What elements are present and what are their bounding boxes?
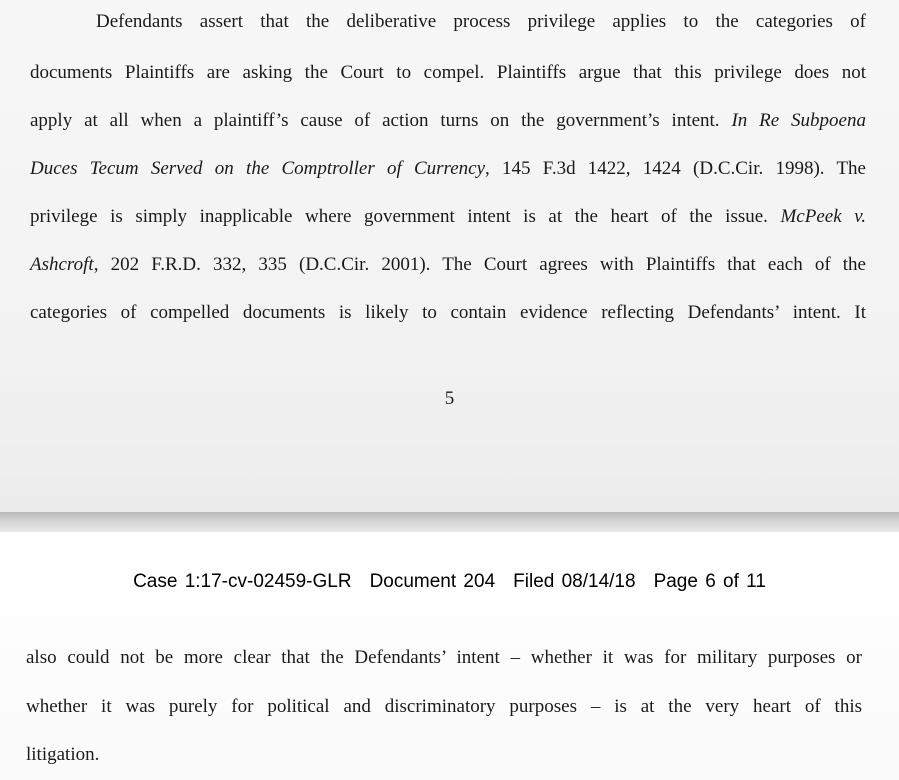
paragraph-line-3 [30, 110, 866, 132]
case-citation-italic: Ashcroft [30, 254, 94, 275]
paragraph-line-7 [30, 302, 866, 324]
paragraph-line-8: also could not be more clear that the Defendants’ intent – whether it was for military purposes or [26, 647, 862, 668]
page-number: 5 [444, 388, 455, 409]
paragraph-line-2 [30, 62, 866, 84]
paragraph-line-10: litigation. [26, 744, 100, 765]
line-text: , 145 F.3d 1422, 1424 (D.C.Cir. 1998). The [485, 158, 866, 179]
line-text: documents Plaintiffs are asking the Court to compel. Plaintiffs argue that this privilege does not [30, 62, 866, 83]
case-citation-italic: Duces Tecum Served on the Comptroller of Currency [30, 158, 486, 179]
case-header [0, 570, 899, 594]
paragraph-line-1 [96, 11, 866, 33]
line-text: apply at all when a plaintiff’s cause of action turns on the government’s intent. [30, 110, 732, 131]
document-number: Document 204 [369, 571, 496, 592]
case-citation-italic: In Re Subpoena [731, 110, 866, 131]
filed-date: Filed 08/14/18 [513, 571, 636, 592]
line-text: , 202 F.R.D. 332, 335 (D.C.Cir. 2001). The Court agrees with Plaintiffs that each of the [93, 254, 866, 275]
line-text: categories of compelled documents is likely to contain evidence reflecting Defendants’ intent. It [30, 302, 866, 323]
document-page-6 [0, 532, 899, 780]
paragraph-line-9: whether it was purely for political and discriminatory purposes – is at the very heart of this [26, 696, 862, 717]
case-number: Case 1:17-cv-02459-GLR [133, 571, 352, 592]
page-divider [0, 512, 899, 532]
line-text: Defendants assert that the deliberative process privilege applies to the categories of [96, 11, 866, 32]
paragraph-line-6 [30, 254, 866, 276]
line-text: privilege is simply inapplicable where government intent is at the heart of the issue. [30, 206, 781, 227]
case-citation-italic: McPeek v. [780, 206, 866, 227]
page-count: Page 6 of 11 [653, 571, 766, 592]
paragraph-line-5 [30, 206, 866, 228]
paragraph-line-4 [30, 158, 866, 180]
